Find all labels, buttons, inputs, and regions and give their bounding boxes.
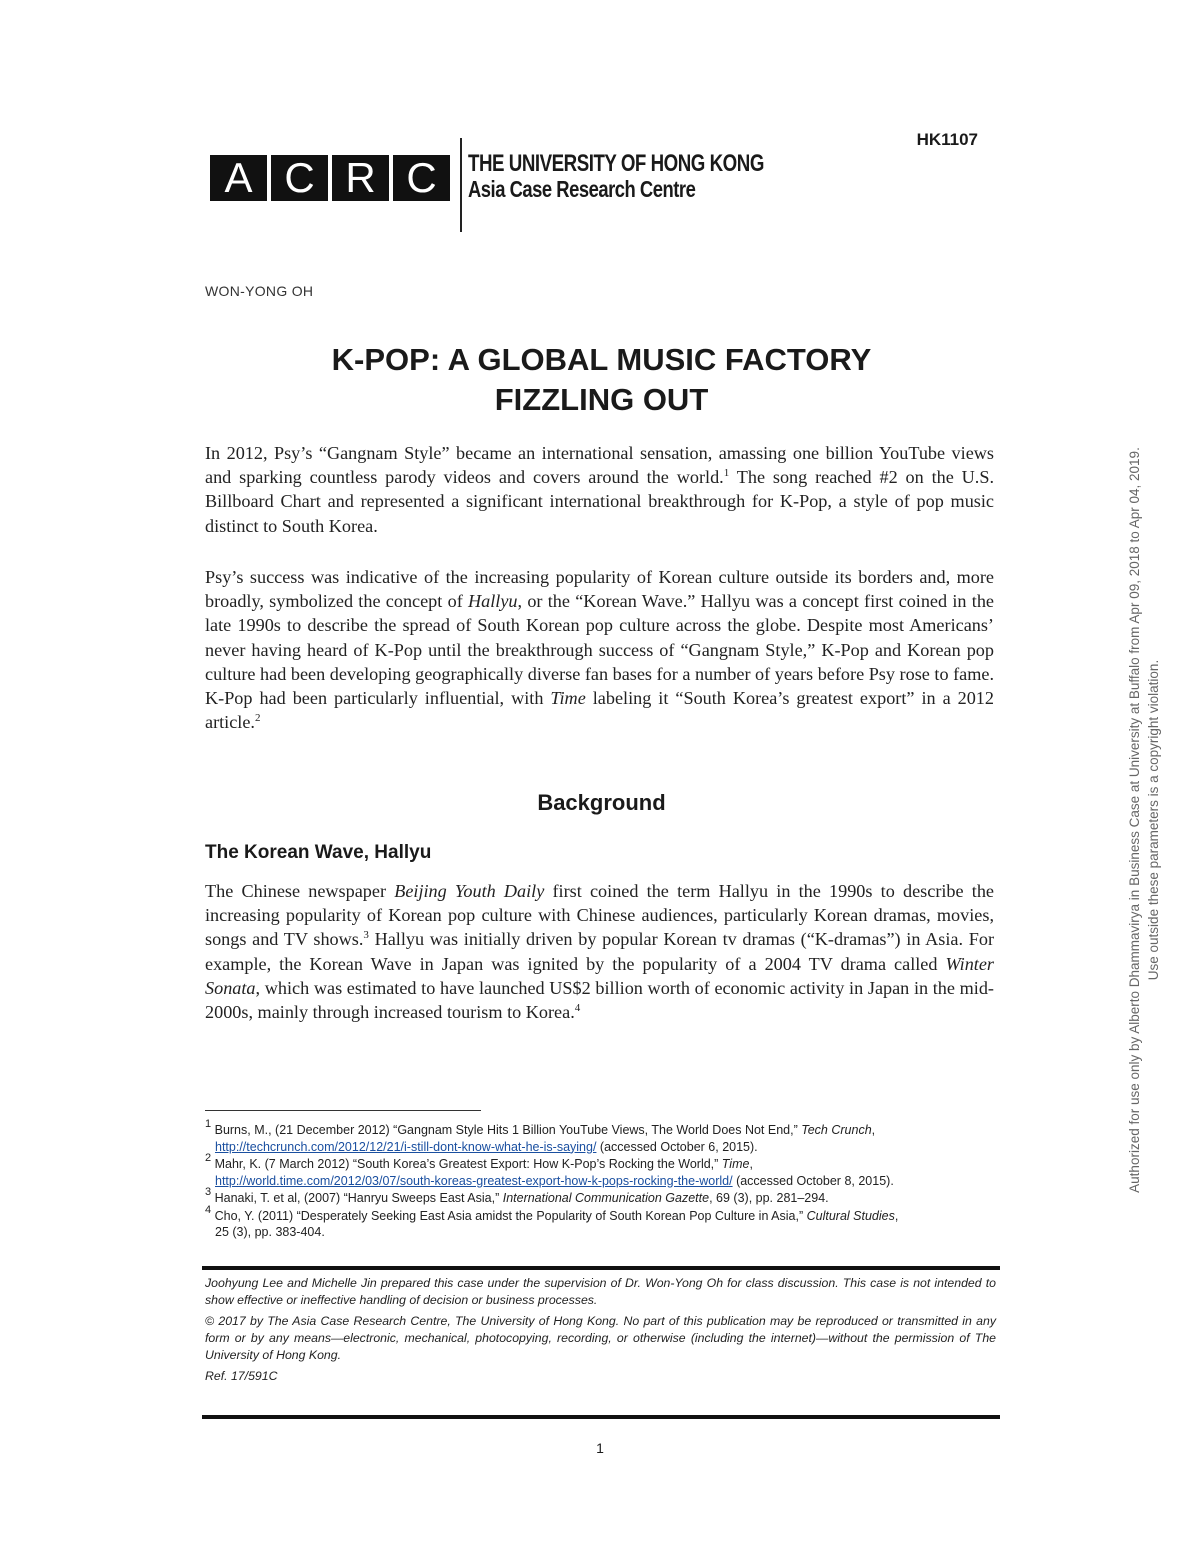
logo-university: THE UNIVERSITY OF HONG KONG	[468, 150, 764, 177]
case-code: HK1107	[916, 130, 978, 149]
footnotes	[205, 1118, 995, 1242]
logo-letter-r: R	[332, 155, 389, 201]
footnote-ref-1: 1	[723, 467, 730, 480]
footnote-3: $^3$ Hanaki, T. et al, (2007) “Hanryu Sweeps East Asia,” International Communication Gazette, 69 (3), pp. 281–294.	[205, 1186, 829, 1205]
authorization-watermark	[1125, 440, 1165, 1200]
logo-letter-c: C	[271, 155, 328, 201]
reference-number: Ref. 17/591C	[205, 1369, 278, 1383]
logo-centre: Asia Case Research Centre	[468, 176, 696, 202]
disclaimer-top-rule	[202, 1266, 1000, 1270]
page-number: 1	[596, 1440, 604, 1456]
logo-divider	[460, 138, 462, 232]
title-line-2: FIZZLING OUT	[494, 382, 709, 417]
korean-wave-subheading: The Korean Wave, Hallyu	[205, 842, 432, 863]
disclaimer-block	[205, 1275, 996, 1389]
prepared-by-note: Joohyung Lee and Michelle Jin prepared this case under the supervision of Dr. Won-Yong Oh for class discussion. This case is not intended to show effective or ineffective handling of decision or business processes.	[205, 1276, 996, 1307]
hallyu-paragraph: The Chinese newspaper Beijing Youth Daily first coined the term Hallyu in the 1990s to describe the increasing popularity of Korean pop culture with Chinese audiences, particularly Korean dramas, movies, songs and TV shows.$^3$ Hallyu was initially driven by popular Korean tv dramas (“K-dramas”) in Asia. For example, the Korean Wave in Japan was ignited by the popularity of a 2004 TV drama called Winter Sonata, which was estimated to have launched US$2 billion worth of economic activity in Japan in the mid-2000s, mainly through increased tourism to Korea.$^4$	[205, 881, 994, 1023]
footnote-2-link[interactable]: http://world.time.com/2012/03/07/south-koreas-greatest-export-how-k-pops-rocking-the-world/	[215, 1173, 733, 1188]
footnote-ref-3: 3	[363, 929, 369, 942]
case-title	[205, 340, 998, 420]
footnote-ref-4: 4	[574, 1002, 581, 1015]
watermark-line-2: Use outside these parameters is a copyright violation.	[1146, 659, 1161, 981]
logo-letter-a: A	[210, 155, 267, 201]
footnote-4: $^4$ Cho, Y. (2011) “Desperately Seeking East Asia amidst the Popularity of South Korean Pop Culture in Asia,” Cultural Studies, 25 (3), pp. 383-404.	[205, 1203, 899, 1239]
disclaimer-bottom-rule	[202, 1415, 1000, 1419]
title-line-1: K-POP: A GLOBAL MUSIC FACTORY	[331, 342, 872, 377]
footnote-1-link[interactable]: http://techcrunch.com/2012/12/21/i-still-dont-know-what-he-is-saying/	[215, 1139, 597, 1154]
watermark-line-1: Authorized for use only by Alberto Dhammavirya in Business Case at University at Buffalo from Apr 09, 2018 to Apr 04, 2019.	[1127, 447, 1142, 1193]
footnote-1: $^1$ Burns, M., (21 December 2012) “Gangnam Style Hits 1 Billion YouTube Views, The World Does Not End,” Tech Crunch, http://techcrunch.com/2012/12/21/i-still-dont-know-what-he-is-saying/ (accessed October 6, 2015).	[205, 1118, 876, 1154]
logo-letter-c2: C	[393, 155, 450, 201]
copyright-note: © 2017 by The Asia Case Research Centre, The University of Hong Kong. No part of this publication may be reproduced or transmitted in any form or by any means—electronic, mechanical, photocopying, recording, or otherwise (including the internet)—without the permission of The University of Hong Kong.	[205, 1314, 996, 1362]
intro-paragraph-2: Psy’s success was indicative of the increasing popularity of Korean culture outside its borders and, more broadly, symbolized the concept of Hallyu, or the “Korean Wave.” Hallyu was a concept first coined in the late 1990s to describe the spread of South Korean pop culture across the globe. Despite most Americans’ never having heard of K-Pop until the breakthrough success of “Gangnam Style,” K-Pop and Korean pop culture had been developing geographically diverse fan bases for a number of years before Psy rose to fame. K-Pop had been particularly influential, with Time labeling it “South Korea’s greatest export” in a 2012 article.$^2$	[205, 567, 994, 733]
author-name: WON-YONG OH	[205, 283, 314, 299]
intro-paragraph-1: In 2012, Psy’s “Gangnam Style” became an international sensation, amassing one billion YouTube views and sparking countless parody videos and covers around the world.$^1$ The song reached #2 on the U.S. Billboard Chart and represented a significant international breakthrough for K-Pop, a style of pop music distinct to South Korea.	[205, 443, 994, 536]
footnote-separator	[205, 1110, 481, 1111]
footnote-2: $^2$ Mahr, K. (7 March 2012) “South Korea’s Greatest Export: How K-Pop’s Rocking the World,” Time, http://world.time.com/2012/03/07/south-koreas-greatest-export-how-k-pops-rocking-the-world/ (accessed October 8, 2015).	[205, 1152, 894, 1188]
footnote-ref-2: 2	[254, 712, 261, 725]
background-heading: Background	[537, 790, 666, 815]
